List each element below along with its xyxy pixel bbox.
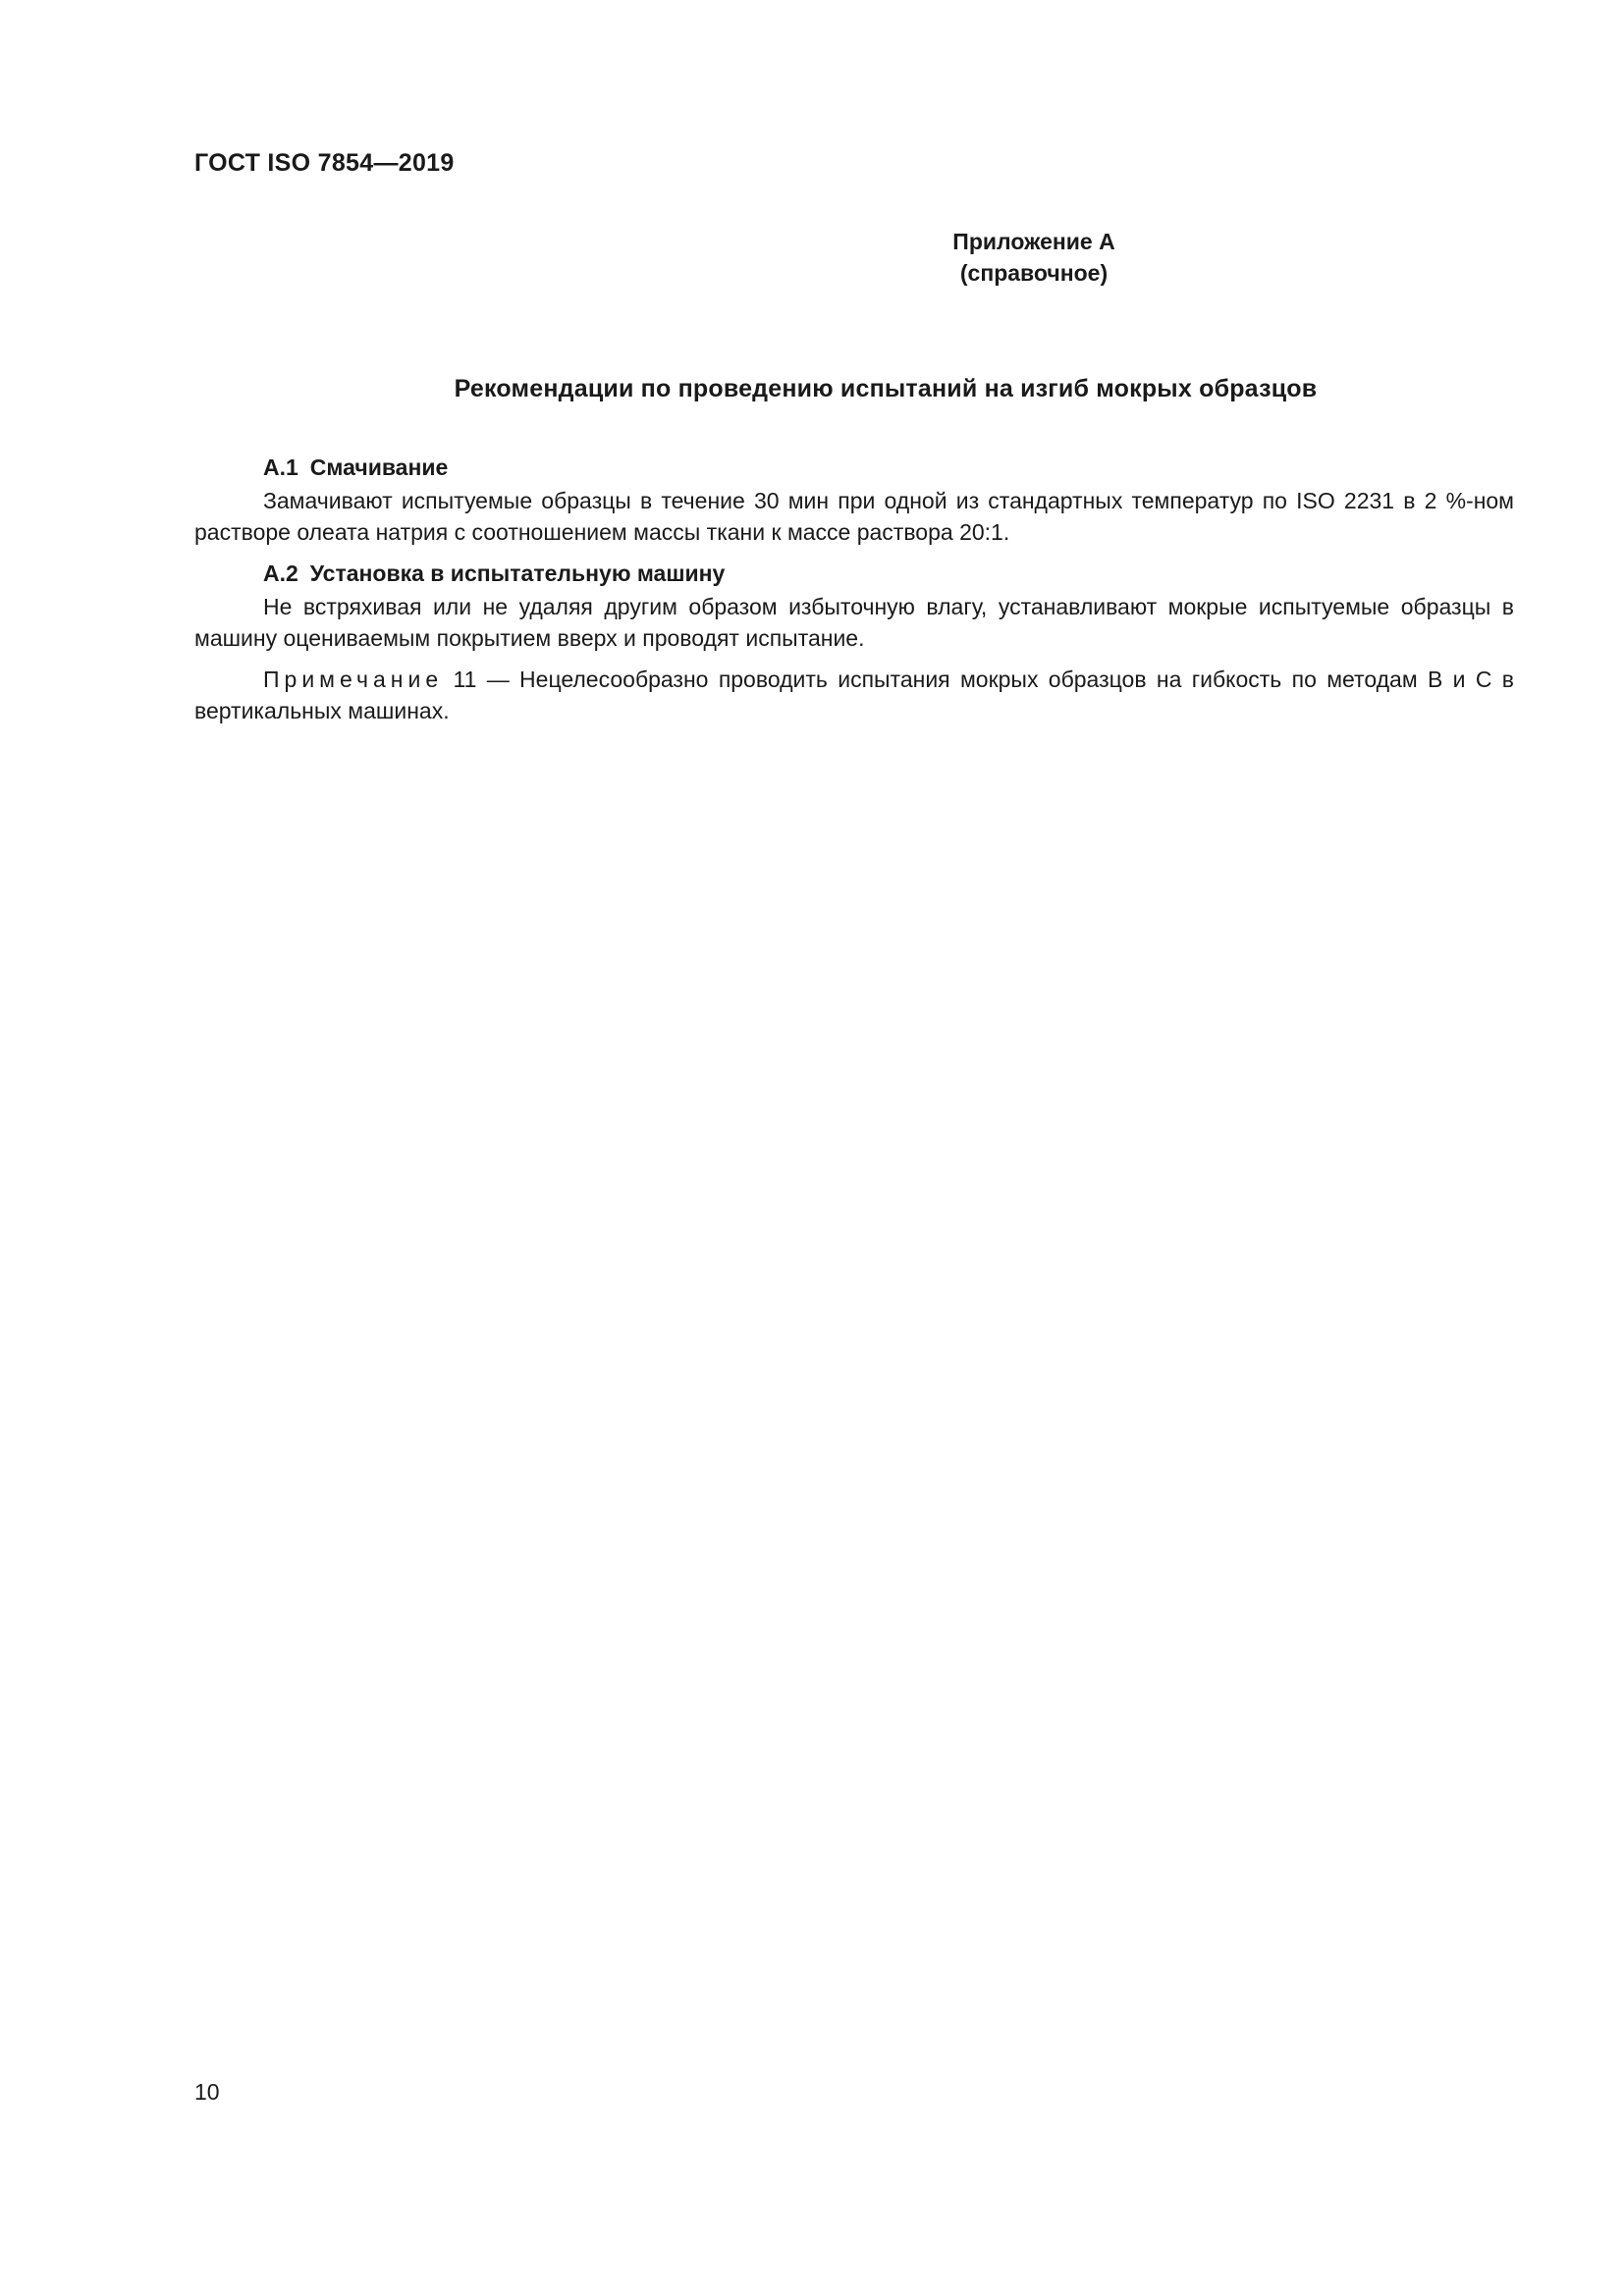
page-number: 10 [194,2079,220,2105]
section-title: Смачивание [309,454,449,480]
section-heading [194,558,1514,589]
section-number: А.2 [263,561,298,586]
section-a1 [194,452,1514,548]
section-number: А.1 [263,454,298,480]
appendix-title: Приложение А [952,229,1115,254]
section-heading [194,452,1514,483]
appendix-type: (справочное) [959,260,1109,286]
section-paragraph: Замачивают испытуемые образцы в течение 30 мин при одной из стандартных температур по ISO 2231 в 2 %-ном растворе олеата натрия с соотношением массы ткани к массе раствора 20:1. [194,488,1514,545]
note [194,664,1514,726]
section-a2 [194,558,1514,654]
section-title: Установка в испытательную машину [309,561,726,586]
section-paragraph: Не встряхивая или не удаляя другим образом избыточную влагу, устанавливают мокрые испытуемые образцы в машину оцениваемым покрытием вверх и проводят испытание. [194,594,1514,651]
note-label: Примечание [263,667,444,692]
document-code: ГОСТ ISO 7854—2019 [194,149,455,177]
document-body [194,452,1514,726]
main-title: Рекомендации по проведению испытаний на изгиб мокрых образцов [454,375,1318,402]
note-text: 11 — Нецелесообразно проводить испытания мокрых образцов на гибкость по методам B и C в вертикальных машинах. [194,667,1515,723]
appendix-heading [194,226,1514,289]
